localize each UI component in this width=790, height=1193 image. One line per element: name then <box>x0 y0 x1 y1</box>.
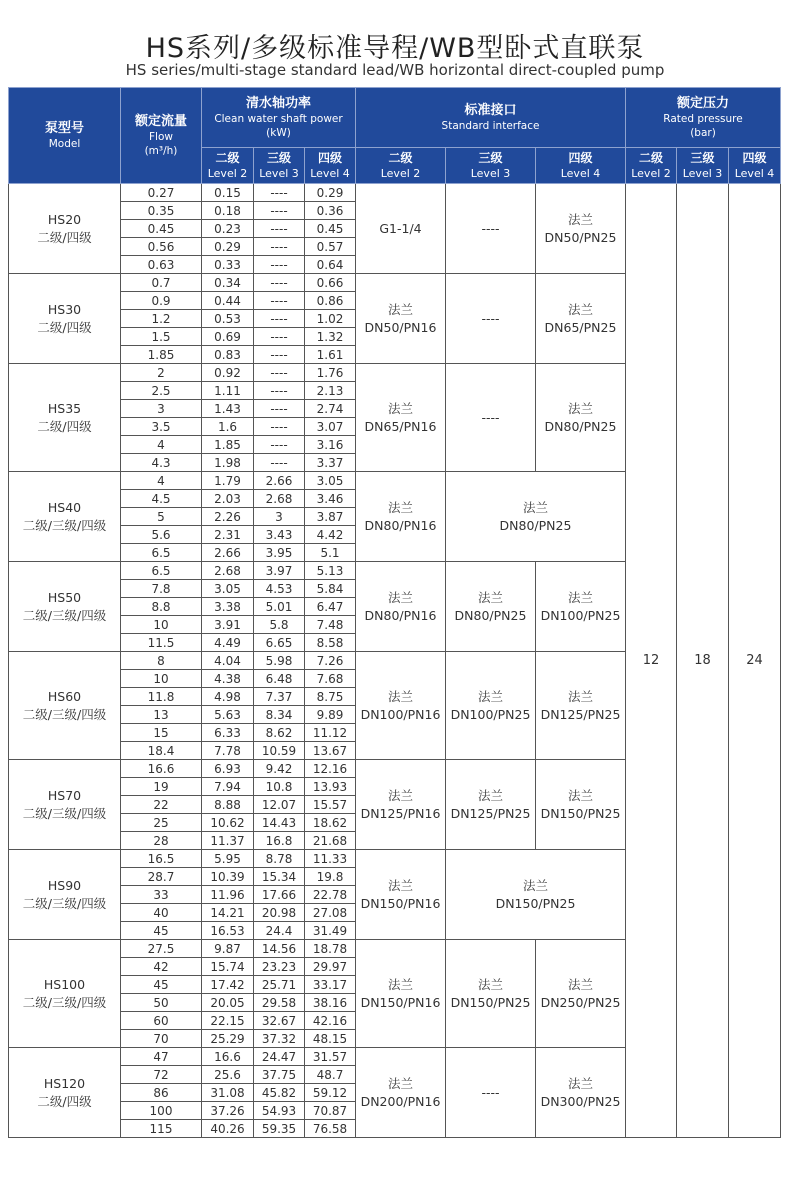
power-level-3-cell: 4.53 <box>254 580 305 598</box>
power-level-2-cell: 1.98 <box>202 454 254 472</box>
flow-cell: 28 <box>121 832 202 850</box>
power-level-2-cell: 6.93 <box>202 760 254 778</box>
header-interface: 标准接口 Standard interface <box>356 88 626 148</box>
interface-cell: 法兰 DN125/PN25 <box>536 652 626 760</box>
power-level-3-cell: 2.68 <box>254 490 305 508</box>
power-level-2-cell: 4.04 <box>202 652 254 670</box>
power-level-4-cell: 0.29 <box>305 184 356 202</box>
interface-cell: 法兰 DN150/PN25 <box>446 850 626 940</box>
interface-cell: 法兰 DN80/PN25 <box>446 562 536 652</box>
power-level-3-cell: 5.8 <box>254 616 305 634</box>
header-flow: 额定流量 Flow (m³/h) <box>121 88 202 184</box>
interface-cell: ---- <box>446 274 536 364</box>
table-header <box>9 88 781 184</box>
interface-cell: ---- <box>446 1048 536 1138</box>
model-cell: HS40 二级/三级/四级 <box>9 472 121 562</box>
power-level-4-cell: 19.8 <box>305 868 356 886</box>
power-level-4-cell: 4.42 <box>305 526 356 544</box>
flow-cell: 0.7 <box>121 274 202 292</box>
power-level-2-cell: 0.29 <box>202 238 254 256</box>
power-level-3-cell: 37.32 <box>254 1030 305 1048</box>
flow-cell: 3 <box>121 400 202 418</box>
power-level-3-cell: ---- <box>254 292 305 310</box>
model-cell: HS100 二级/三级/四级 <box>9 940 121 1048</box>
power-level-4-cell: 1.32 <box>305 328 356 346</box>
power-level-3-cell: ---- <box>254 346 305 364</box>
interface-cell: 法兰 DN125/PN25 <box>446 760 536 850</box>
power-level-4-cell: 42.16 <box>305 1012 356 1030</box>
power-level-2-cell: 8.88 <box>202 796 254 814</box>
flow-cell: 6.5 <box>121 562 202 580</box>
flow-cell: 18.4 <box>121 742 202 760</box>
interface-cell: 法兰 DN150/PN16 <box>356 850 446 940</box>
power-level-3-cell: 37.75 <box>254 1066 305 1084</box>
power-level-3-cell: 12.07 <box>254 796 305 814</box>
power-level-2-cell: 25.6 <box>202 1066 254 1084</box>
power-level-3-cell: ---- <box>254 310 305 328</box>
power-level-4-cell: 6.47 <box>305 598 356 616</box>
power-level-3-cell: 45.82 <box>254 1084 305 1102</box>
power-level-3-cell: 20.98 <box>254 904 305 922</box>
interface-cell: 法兰 DN250/PN25 <box>536 940 626 1048</box>
power-level-4-cell: 22.78 <box>305 886 356 904</box>
power-level-4-cell: 8.75 <box>305 688 356 706</box>
header-interface-level-3: 三级 Level 3 <box>446 148 536 184</box>
power-level-4-cell: 0.64 <box>305 256 356 274</box>
power-level-3-cell: 24.4 <box>254 922 305 940</box>
power-level-2-cell: 0.15 <box>202 184 254 202</box>
flow-cell: 42 <box>121 958 202 976</box>
power-level-3-cell: 6.65 <box>254 634 305 652</box>
power-level-4-cell: 5.1 <box>305 544 356 562</box>
power-level-3-cell: 23.23 <box>254 958 305 976</box>
power-level-4-cell: 27.08 <box>305 904 356 922</box>
flow-cell: 6.5 <box>121 544 202 562</box>
pump-spec-table <box>8 87 781 1138</box>
power-level-4-cell: 0.86 <box>305 292 356 310</box>
model-cell: HS60 二级/三级/四级 <box>9 652 121 760</box>
power-level-4-cell: 9.89 <box>305 706 356 724</box>
power-level-4-cell: 29.97 <box>305 958 356 976</box>
flow-cell: 16.5 <box>121 850 202 868</box>
power-level-3-cell: 5.01 <box>254 598 305 616</box>
power-level-3-cell: 3.97 <box>254 562 305 580</box>
page-title: HS系列/多级标准导程/WB型卧式直联泵 <box>145 33 645 64</box>
header-interface-level-2: 二级 Level 2 <box>356 148 446 184</box>
power-level-3-cell: 5.98 <box>254 652 305 670</box>
power-level-2-cell: 37.26 <box>202 1102 254 1120</box>
power-level-2-cell: 2.68 <box>202 562 254 580</box>
power-level-2-cell: 3.38 <box>202 598 254 616</box>
power-level-4-cell: 59.12 <box>305 1084 356 1102</box>
power-level-3-cell: ---- <box>254 418 305 436</box>
model-cell: HS35 二级/四级 <box>9 364 121 472</box>
power-level-4-cell: 21.68 <box>305 832 356 850</box>
power-level-3-cell: 14.43 <box>254 814 305 832</box>
power-level-2-cell: 6.33 <box>202 724 254 742</box>
power-level-3-cell: ---- <box>254 274 305 292</box>
power-level-4-cell: 76.58 <box>305 1120 356 1138</box>
power-level-2-cell: 16.6 <box>202 1048 254 1066</box>
power-level-4-cell: 15.57 <box>305 796 356 814</box>
flow-cell: 0.56 <box>121 238 202 256</box>
flow-cell: 22 <box>121 796 202 814</box>
power-level-2-cell: 16.53 <box>202 922 254 940</box>
power-level-3-cell: 14.56 <box>254 940 305 958</box>
power-level-2-cell: 11.37 <box>202 832 254 850</box>
flow-cell: 27.5 <box>121 940 202 958</box>
power-level-2-cell: 0.33 <box>202 256 254 274</box>
power-level-2-cell: 0.69 <box>202 328 254 346</box>
interface-cell: 法兰 DN100/PN25 <box>446 652 536 760</box>
pressure-level2-cell: 12 <box>626 184 677 1138</box>
power-level-2-cell: 5.63 <box>202 706 254 724</box>
power-level-3-cell: ---- <box>254 256 305 274</box>
power-level-2-cell: 2.31 <box>202 526 254 544</box>
table-row <box>9 184 781 202</box>
power-level-4-cell: 11.33 <box>305 850 356 868</box>
flow-cell: 72 <box>121 1066 202 1084</box>
power-level-3-cell: ---- <box>254 328 305 346</box>
header-power: 清水轴功率 Clean water shaft power (kW) <box>202 88 356 148</box>
flow-cell: 5.6 <box>121 526 202 544</box>
power-level-3-cell: ---- <box>254 238 305 256</box>
flow-cell: 50 <box>121 994 202 1012</box>
power-level-2-cell: 4.49 <box>202 634 254 652</box>
power-level-4-cell: 3.46 <box>305 490 356 508</box>
power-level-4-cell: 3.87 <box>305 508 356 526</box>
interface-cell: ---- <box>446 184 536 274</box>
power-level-3-cell: 3.43 <box>254 526 305 544</box>
power-level-4-cell: 5.13 <box>305 562 356 580</box>
power-level-2-cell: 10.39 <box>202 868 254 886</box>
model-cell: HS20 二级/四级 <box>9 184 121 274</box>
power-level-2-cell: 31.08 <box>202 1084 254 1102</box>
power-level-3-cell: 16.8 <box>254 832 305 850</box>
power-level-3-cell: ---- <box>254 454 305 472</box>
page-subtitle: HS series/multi-stage standard lead/WB horizontal direct-coupled pump <box>125 61 665 79</box>
power-level-2-cell: 2.26 <box>202 508 254 526</box>
flow-cell: 33 <box>121 886 202 904</box>
power-level-4-cell: 0.45 <box>305 220 356 238</box>
flow-cell: 100 <box>121 1102 202 1120</box>
header-model: 泵型号 Model <box>9 88 121 184</box>
power-level-2-cell: 5.95 <box>202 850 254 868</box>
power-level-4-cell: 31.49 <box>305 922 356 940</box>
power-level-4-cell: 3.05 <box>305 472 356 490</box>
power-level-2-cell: 10.62 <box>202 814 254 832</box>
power-level-4-cell: 12.16 <box>305 760 356 778</box>
flow-cell: 40 <box>121 904 202 922</box>
flow-cell: 45 <box>121 976 202 994</box>
pressure-level3-cell: 18 <box>677 184 729 1138</box>
header-power-level-2: 二级 Level 2 <box>202 148 254 184</box>
power-level-2-cell: 11.96 <box>202 886 254 904</box>
interface-cell: G1-1/4 <box>356 184 446 274</box>
power-level-4-cell: 0.57 <box>305 238 356 256</box>
power-level-3-cell: 32.67 <box>254 1012 305 1030</box>
power-level-3-cell: 54.93 <box>254 1102 305 1120</box>
power-level-4-cell: 7.68 <box>305 670 356 688</box>
flow-cell: 0.63 <box>121 256 202 274</box>
flow-cell: 60 <box>121 1012 202 1030</box>
flow-cell: 1.5 <box>121 328 202 346</box>
pressure-level4-cell: 24 <box>729 184 781 1138</box>
flow-cell: 0.45 <box>121 220 202 238</box>
power-level-3-cell: ---- <box>254 202 305 220</box>
interface-cell: 法兰 DN100/PN25 <box>536 562 626 652</box>
power-level-2-cell: 2.03 <box>202 490 254 508</box>
power-level-2-cell: 14.21 <box>202 904 254 922</box>
power-level-3-cell: 24.47 <box>254 1048 305 1066</box>
flow-cell: 0.35 <box>121 202 202 220</box>
power-level-3-cell: ---- <box>254 364 305 382</box>
flow-cell: 4 <box>121 436 202 454</box>
interface-cell: 法兰 DN65/PN16 <box>356 364 446 472</box>
flow-cell: 7.8 <box>121 580 202 598</box>
flow-cell: 4 <box>121 472 202 490</box>
interface-cell: 法兰 DN65/PN25 <box>536 274 626 364</box>
flow-cell: 11.5 <box>121 634 202 652</box>
power-level-4-cell: 48.7 <box>305 1066 356 1084</box>
flow-cell: 2 <box>121 364 202 382</box>
power-level-4-cell: 13.93 <box>305 778 356 796</box>
flow-cell: 1.2 <box>121 310 202 328</box>
flow-cell: 4.3 <box>121 454 202 472</box>
power-level-2-cell: 0.53 <box>202 310 254 328</box>
power-level-2-cell: 7.94 <box>202 778 254 796</box>
flow-cell: 11.8 <box>121 688 202 706</box>
power-level-2-cell: 0.18 <box>202 202 254 220</box>
power-level-3-cell: 8.34 <box>254 706 305 724</box>
header-pressure-level-2: 二级 Level 2 <box>626 148 677 184</box>
model-cell: HS50 二级/三级/四级 <box>9 562 121 652</box>
power-level-4-cell: 3.07 <box>305 418 356 436</box>
flow-cell: 2.5 <box>121 382 202 400</box>
flow-cell: 45 <box>121 922 202 940</box>
header-pressure: 额定压力 Rated pressure (bar) <box>626 88 781 148</box>
power-level-3-cell: 29.58 <box>254 994 305 1012</box>
power-level-4-cell: 11.12 <box>305 724 356 742</box>
interface-cell: 法兰 DN80/PN25 <box>536 364 626 472</box>
flow-cell: 0.9 <box>121 292 202 310</box>
power-level-4-cell: 1.61 <box>305 346 356 364</box>
interface-cell: 法兰 DN80/PN25 <box>446 472 626 562</box>
power-level-3-cell: ---- <box>254 400 305 418</box>
power-level-3-cell: 25.71 <box>254 976 305 994</box>
interface-cell: 法兰 DN50/PN16 <box>356 274 446 364</box>
flow-cell: 8.8 <box>121 598 202 616</box>
power-level-4-cell: 0.36 <box>305 202 356 220</box>
power-level-3-cell: 10.59 <box>254 742 305 760</box>
interface-cell: 法兰 DN150/PN16 <box>356 940 446 1048</box>
power-level-2-cell: 25.29 <box>202 1030 254 1048</box>
model-cell: HS30 二级/四级 <box>9 274 121 364</box>
power-level-3-cell: ---- <box>254 436 305 454</box>
power-level-3-cell: 3.95 <box>254 544 305 562</box>
power-level-3-cell: ---- <box>254 184 305 202</box>
header-pressure-level-4: 四级 Level 4 <box>729 148 781 184</box>
header-pressure-level-3: 三级 Level 3 <box>677 148 729 184</box>
power-level-3-cell: 3 <box>254 508 305 526</box>
flow-cell: 25 <box>121 814 202 832</box>
flow-cell: 1.85 <box>121 346 202 364</box>
power-level-3-cell: 2.66 <box>254 472 305 490</box>
flow-cell: 10 <box>121 670 202 688</box>
flow-cell: 5 <box>121 508 202 526</box>
interface-cell: 法兰 DN300/PN25 <box>536 1048 626 1138</box>
flow-cell: 3.5 <box>121 418 202 436</box>
power-level-4-cell: 8.58 <box>305 634 356 652</box>
power-level-2-cell: 0.92 <box>202 364 254 382</box>
power-level-2-cell: 17.42 <box>202 976 254 994</box>
power-level-3-cell: 59.35 <box>254 1120 305 1138</box>
power-level-2-cell: 0.23 <box>202 220 254 238</box>
interface-cell: ---- <box>446 364 536 472</box>
power-level-3-cell: ---- <box>254 382 305 400</box>
power-level-2-cell: 0.34 <box>202 274 254 292</box>
power-level-2-cell: 1.6 <box>202 418 254 436</box>
power-level-2-cell: 1.11 <box>202 382 254 400</box>
power-level-2-cell: 15.74 <box>202 958 254 976</box>
power-level-2-cell: 1.79 <box>202 472 254 490</box>
flow-cell: 13 <box>121 706 202 724</box>
flow-cell: 0.27 <box>121 184 202 202</box>
power-level-2-cell: 40.26 <box>202 1120 254 1138</box>
power-level-4-cell: 18.62 <box>305 814 356 832</box>
power-level-2-cell: 4.38 <box>202 670 254 688</box>
power-level-3-cell: 15.34 <box>254 868 305 886</box>
power-level-3-cell: 17.66 <box>254 886 305 904</box>
power-level-3-cell: 8.78 <box>254 850 305 868</box>
power-level-3-cell: 6.48 <box>254 670 305 688</box>
interface-cell: 法兰 DN150/PN25 <box>446 940 536 1048</box>
model-cell: HS70 二级/三级/四级 <box>9 760 121 850</box>
power-level-4-cell: 7.48 <box>305 616 356 634</box>
power-level-2-cell: 7.78 <box>202 742 254 760</box>
interface-cell: 法兰 DN50/PN25 <box>536 184 626 274</box>
model-cell: HS90 二级/三级/四级 <box>9 850 121 940</box>
power-level-4-cell: 5.84 <box>305 580 356 598</box>
power-level-2-cell: 1.43 <box>202 400 254 418</box>
power-level-2-cell: 3.05 <box>202 580 254 598</box>
power-level-4-cell: 1.02 <box>305 310 356 328</box>
interface-cell: 法兰 DN100/PN16 <box>356 652 446 760</box>
power-level-3-cell: 7.37 <box>254 688 305 706</box>
power-level-2-cell: 0.44 <box>202 292 254 310</box>
interface-cell: 法兰 DN125/PN16 <box>356 760 446 850</box>
power-level-3-cell: 8.62 <box>254 724 305 742</box>
power-level-2-cell: 2.66 <box>202 544 254 562</box>
model-cell: HS120 二级/四级 <box>9 1048 121 1138</box>
interface-cell: 法兰 DN200/PN16 <box>356 1048 446 1138</box>
flow-cell: 15 <box>121 724 202 742</box>
flow-cell: 10 <box>121 616 202 634</box>
power-level-3-cell: 9.42 <box>254 760 305 778</box>
power-level-4-cell: 2.13 <box>305 382 356 400</box>
power-level-4-cell: 18.78 <box>305 940 356 958</box>
flow-cell: 115 <box>121 1120 202 1138</box>
power-level-2-cell: 9.87 <box>202 940 254 958</box>
interface-cell: 法兰 DN150/PN25 <box>536 760 626 850</box>
power-level-4-cell: 2.74 <box>305 400 356 418</box>
power-level-4-cell: 0.66 <box>305 274 356 292</box>
table-body <box>9 184 781 1138</box>
header-power-level-4: 四级 Level 4 <box>305 148 356 184</box>
interface-cell: 法兰 DN80/PN16 <box>356 472 446 562</box>
power-level-2-cell: 4.98 <box>202 688 254 706</box>
power-level-2-cell: 1.85 <box>202 436 254 454</box>
flow-cell: 86 <box>121 1084 202 1102</box>
header-power-level-3: 三级 Level 3 <box>254 148 305 184</box>
power-level-3-cell: 10.8 <box>254 778 305 796</box>
power-level-4-cell: 1.76 <box>305 364 356 382</box>
power-level-4-cell: 13.67 <box>305 742 356 760</box>
flow-cell: 28.7 <box>121 868 202 886</box>
power-level-4-cell: 48.15 <box>305 1030 356 1048</box>
power-level-4-cell: 38.16 <box>305 994 356 1012</box>
power-level-4-cell: 31.57 <box>305 1048 356 1066</box>
power-level-4-cell: 3.37 <box>305 454 356 472</box>
power-level-4-cell: 70.87 <box>305 1102 356 1120</box>
flow-cell: 47 <box>121 1048 202 1066</box>
power-level-4-cell: 33.17 <box>305 976 356 994</box>
flow-cell: 8 <box>121 652 202 670</box>
power-level-2-cell: 0.83 <box>202 346 254 364</box>
header-interface-level-4: 四级 Level 4 <box>536 148 626 184</box>
power-level-2-cell: 20.05 <box>202 994 254 1012</box>
power-level-2-cell: 3.91 <box>202 616 254 634</box>
flow-cell: 19 <box>121 778 202 796</box>
flow-cell: 16.6 <box>121 760 202 778</box>
flow-cell: 4.5 <box>121 490 202 508</box>
flow-cell: 70 <box>121 1030 202 1048</box>
power-level-4-cell: 7.26 <box>305 652 356 670</box>
power-level-3-cell: ---- <box>254 220 305 238</box>
power-level-4-cell: 3.16 <box>305 436 356 454</box>
power-level-2-cell: 22.15 <box>202 1012 254 1030</box>
interface-cell: 法兰 DN80/PN16 <box>356 562 446 652</box>
